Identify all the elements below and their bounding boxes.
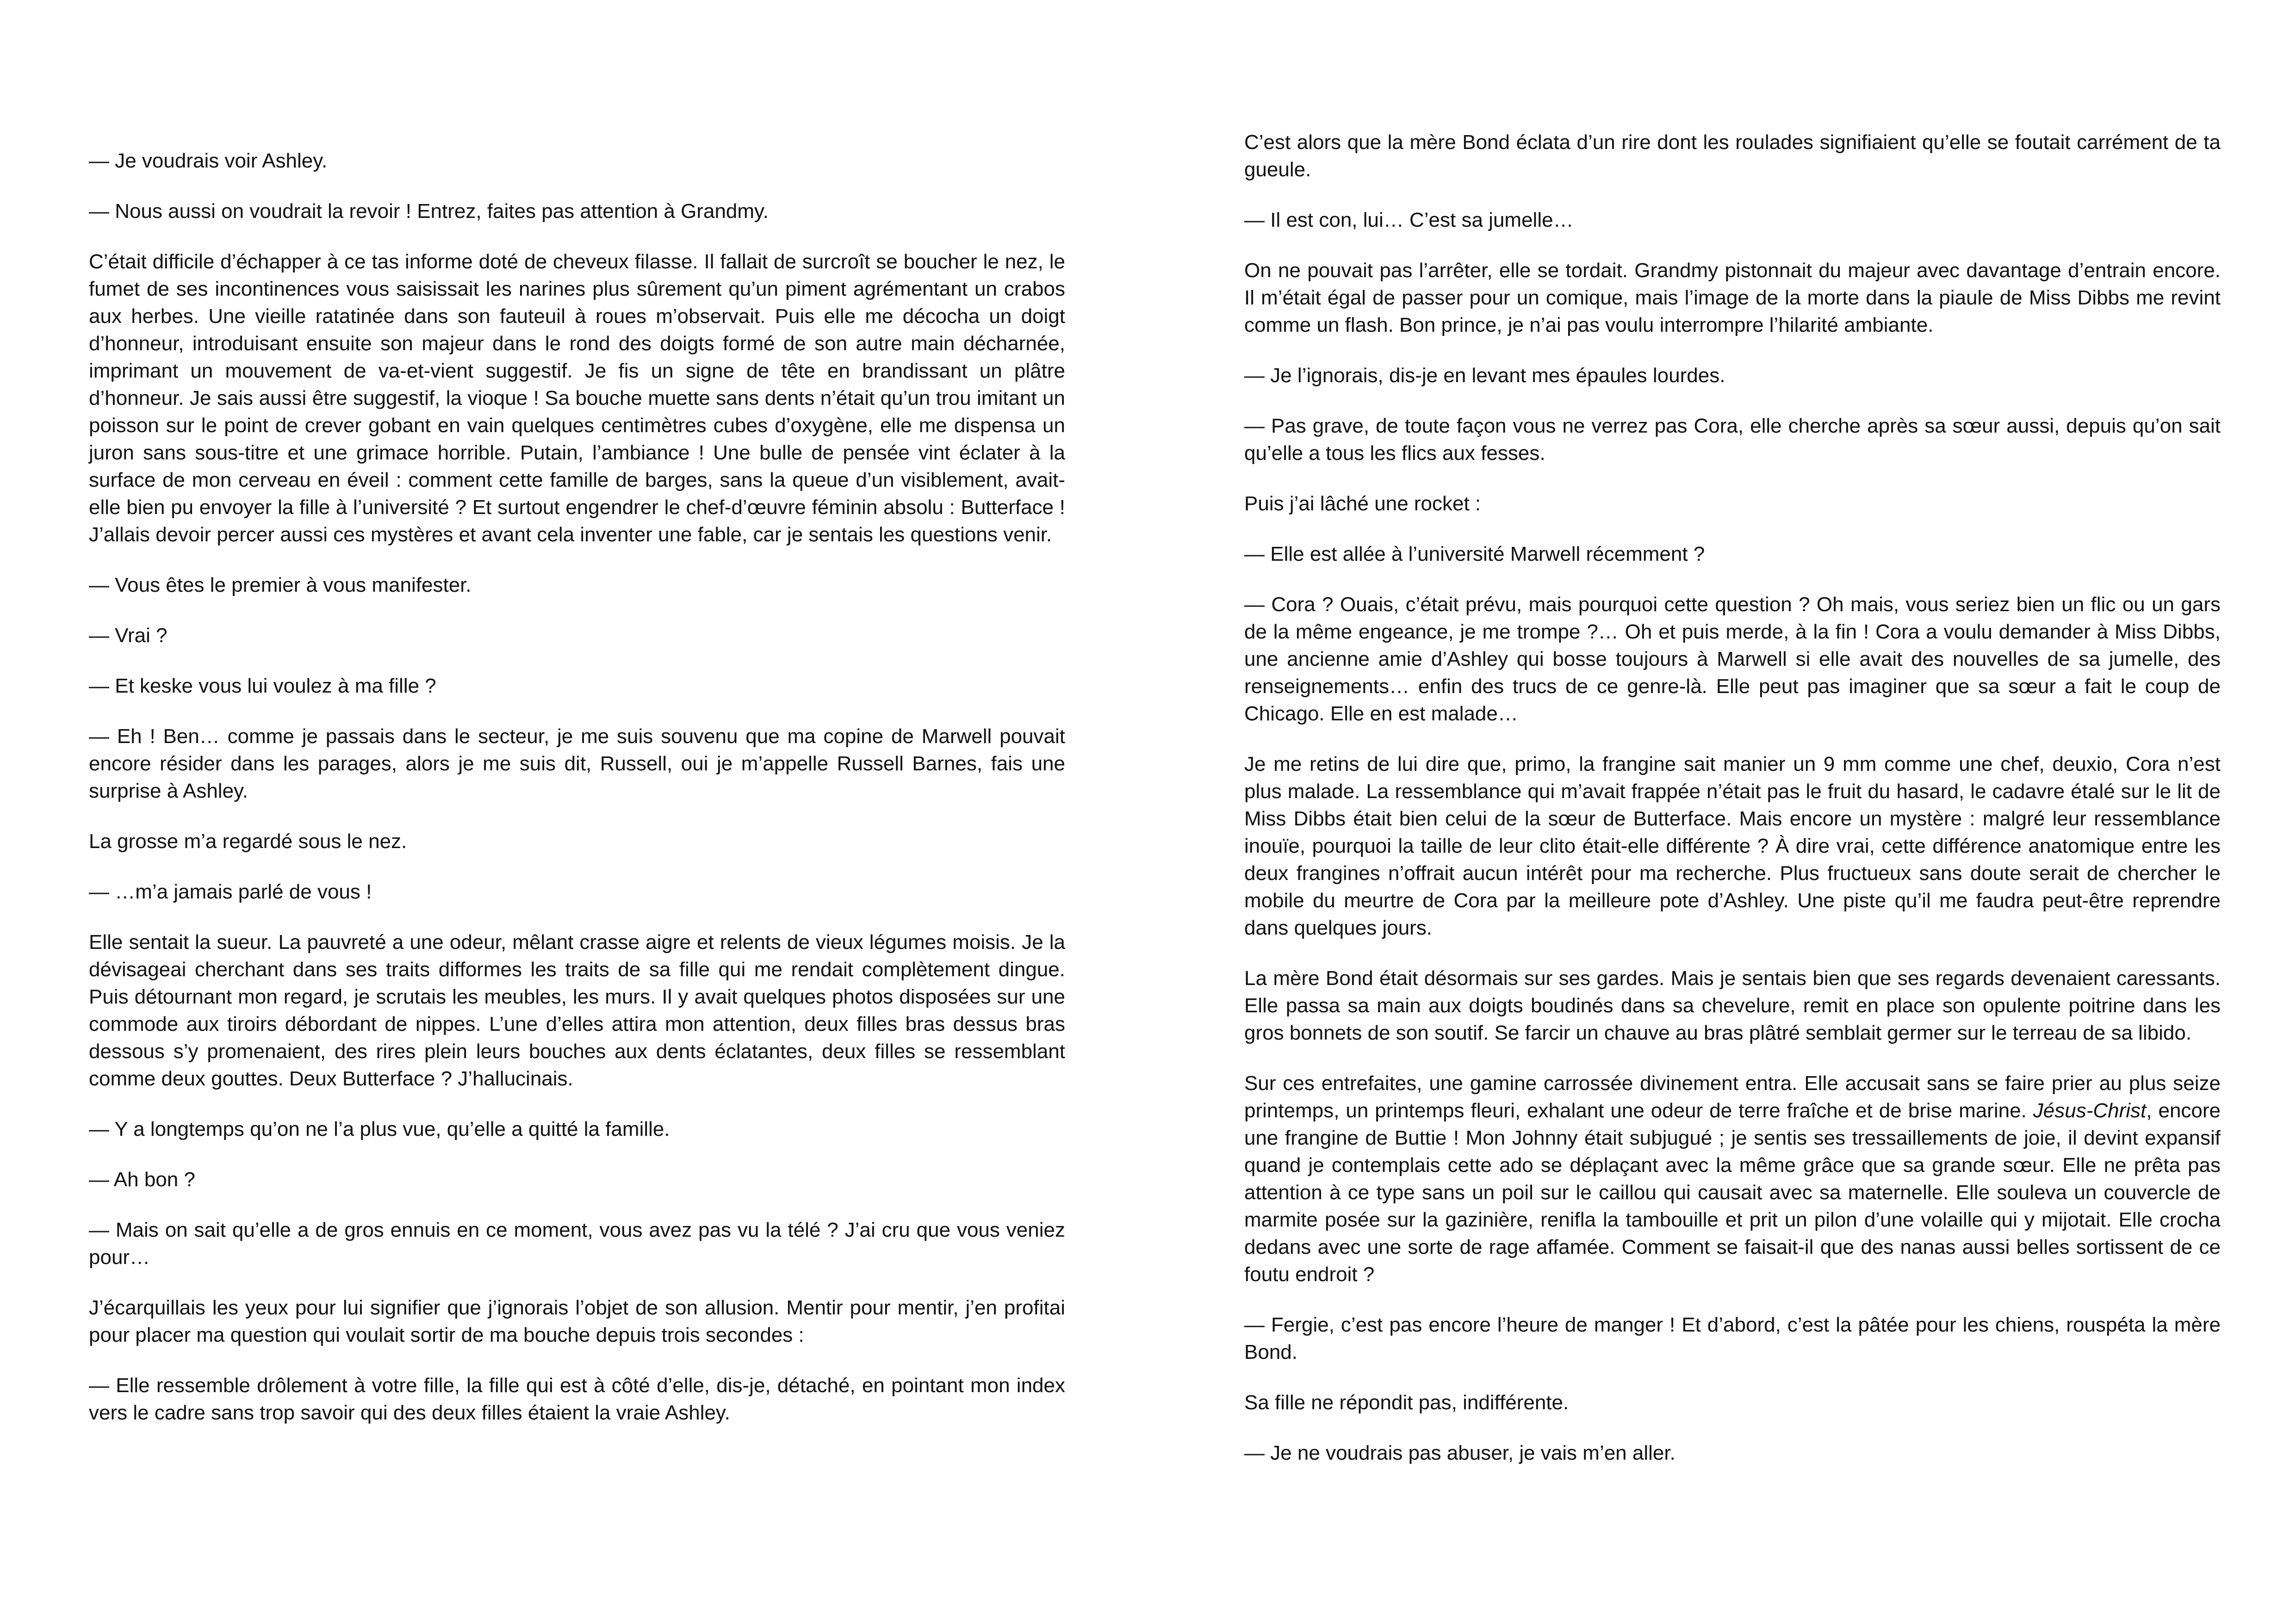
paragraph: — Mais on sait qu’elle a de gros ennuis en ce moment, vous avez pas vu la télé ? J’ai cru que vous veniez pour… — [89, 1219, 1065, 1269]
right-page — [1148, 0, 2296, 1623]
paragraph: — Je voudrais voir Ashley. — [89, 149, 328, 172]
paragraph: Puis j’ai lâché une rocket : — [1244, 492, 1481, 515]
paragraph: Sa fille ne répondit pas, indifférente. — [1244, 1391, 1569, 1414]
paragraph-text: , encore une frangine de Buttie ! Mon Johnny était subjugué ; je sentis ses tressaillements de joie, il devint expansif quand je contemplais cette ado se déplaçant avec la même grâce que sa grande sœur. Elle ne prêta pas attention à ce type sans un poil sur le caillou qui causait avec sa maternelle. Elle souleva un couvercle de marmite posée sur la gazinière, renifla la tambouille et prit un pilon d’une volaille qui y mijotait. Elle crocha dedans avec une sorte de rage affamée. Comment se faisait-il que des nanas aussi belles sortissent de ce foutu endroit ? — [1244, 1099, 2221, 1286]
paragraph: La grosse m’a regardé sous le nez. — [89, 830, 407, 853]
paragraph: — Ah bon ? — [89, 1168, 195, 1191]
paragraph: — Elle est allée à l’université Marwell récemment ? — [1244, 543, 1705, 565]
paragraph: J’écarquillais les yeux pour lui signifier que j’ignorais l’objet de son allusion. Mentir pour mentir, j’en profitai pour placer ma question qui voulait sortir de ma bouche depuis trois secondes : — [89, 1296, 1065, 1346]
paragraph: C’est alors que la mère Bond éclata d’un rire dont les roulades signifiaient qu’elle se foutait carrément de ta gueule. — [1244, 131, 2221, 181]
paragraph: On ne pouvait pas l’arrêter, elle se tordait. Grandmy pistonnait du majeur avec davantage d’entrain encore. Il m’était égal de passer pour un comique, mais l’image de la morte dans la piaule de Miss Dibbs me revint comme un flash. Bon prince, je n’ai pas voulu interrompre l’hilarité ambiante. — [1244, 259, 2221, 336]
paragraph: — Cora ? Ouais, c’était prévu, mais pourquoi cette question ? Oh mais, vous seriez bien un flic ou un gars de la même engeance, je me trompe ?… Oh et puis merde, à la fin ! Cora a voulu demander à Miss Dibbs, une ancienne amie d’Ashley qui bosse toujours à Marwell si elle avait des nouvelles de sa jumelle, des renseignements… enfin des trucs de ce genre-là. Elle peut pas imaginer que sa sœur a fait le coup de Chicago. Elle en est malade… — [1244, 593, 2221, 725]
paragraph: — Il est con, lui… C’est sa jumelle… — [1244, 209, 1574, 231]
paragraph: — Eh ! Ben… comme je passais dans le secteur, je me suis souvenu que ma copine de Marwell pouvait encore résider dans les parages, alors je me suis dit, Russell, oui je m’appelle Russell Barnes, fais une surprise à Ashley. — [89, 725, 1065, 802]
paragraph-text: Sur ces entrefaites, une gamine carrossée divinement entra. Elle accusait sans se faire prier au plus seize printemps, un printemps fleuri, exhalant une odeur de terre fraîche et de brise marine. — [1244, 1072, 2221, 1122]
paragraph: — Pas grave, de toute façon vous ne verrez pas Cora, elle cherche après sa sœur aussi, depuis qu’on sait qu’elle a tous les flics aux fesses. — [1244, 415, 2221, 465]
paragraph: — Elle ressemble drôlement à votre fille, la fille qui est à côté d’elle, dis-je, détaché, en pointant mon index vers le cadre sans trop savoir qui des deux filles étaient la vraie Ashley. — [89, 1374, 1065, 1424]
paragraph: Je me retins de lui dire que, primo, la frangine sait manier un 9 mm comme une chef, deuxio, Cora n’est plus malade. La ressemblance qui m’avait frappée n’était pas le fruit du hasard, le cadavre étalé sur le lit de Miss Dibbs était bien celui de la sœur de Butterface. Mais encore un mystère : malgré leur ressemblance inouïe, pourquoi la taille de leur clito était-elle différente ? À dire vrai, cette différence anatomique entre les deux frangines n’offrait aucun intérêt pour ma recherche. Plus fructueux sans doute serait de chercher le mobile du meurtre de Cora par la meilleure pote d’Ashley. Une piste qu’il me faudra peut-être reprendre dans quelques jours. — [1244, 753, 2221, 939]
paragraph: — Et keske vous lui voulez à ma fille ? — [89, 675, 436, 697]
paragraph: — Je ne voudrais pas abuser, je vais m’en aller. — [1244, 1442, 1675, 1464]
paragraph: — Je l’ignorais, dis-je en levant mes épaules lourdes. — [1244, 364, 1725, 387]
right-page-text — [1244, 129, 2221, 1467]
paragraph: — Nous aussi on voudrait la revoir ! Entrez, faites pas attention à Grandmy. — [89, 200, 769, 223]
italic-exclamation: Jésus-Christ — [2033, 1099, 2147, 1122]
left-page-text — [89, 147, 1065, 1426]
paragraph: — …m’a jamais parlé de vous ! — [89, 880, 372, 903]
paragraph — [1244, 1070, 2221, 1288]
paragraph: — Y a longtemps qu’on ne l’a plus vue, qu’elle a quitté la famille. — [89, 1118, 670, 1140]
paragraph: — Vous êtes le premier à vous manifester. — [89, 574, 472, 596]
paragraph: — Vrai ? — [89, 624, 168, 647]
paragraph: — Fergie, c’est pas encore l’heure de manger ! Et d’abord, c’est la pâtée pour les chiens, rouspéta la mère Bond. — [1244, 1313, 2221, 1363]
paragraph: La mère Bond était désormais sur ses gardes. Mais je sentais bien que ses regards devenaient caressants. Elle passa sa main aux doigts boudinés dans sa chevelure, remit en place son opulente poitrine dans les gros bonnets de son soutif. Se farcir un chauve au bras plâtré semblait germer sur le terreau de sa libido. — [1244, 967, 2221, 1044]
paragraph: C’était difficile d’échapper à ce tas informe doté de cheveux filasse. Il fallait de surcroît se boucher le nez, le fumet de ses incontinences vous saisissait les narines plus sûrement qu’un piment agrémentant un crabos aux herbes. Une vieille ratatinée dans son fauteuil à roues m’observait. Puis elle me décocha un doigt d’honneur, introduisant ensuite son majeur dans le rond des doigts formé de son autre main décharnée, imprimant un mouvement de va-et-vient suggestif. Je fis un signe de tête en brandissant un plâtre d’honneur. Je sais aussi être suggestif, la vioque ! Sa bouche muette sans dents n’était qu’un trou imitant un poisson sur le point de crever gobant en vain quelques centimètres cubes d’oxygène, elle me dispensa un juron sans sous-titre et une grimace horrible. Putain, l’ambiance ! Une bulle de pensée vint éclater à la surface de mon cerveau en éveil : comment cette famille de barges, sans la queue d’un visiblement, avait-elle bien pu envoyer la fille à l’université ? Et surtout engendrer le chef-d’œuvre féminin absolu : Butterface ! J’allais devoir percer aussi ces mystères et avant cela inventer une fable, car je sentais les questions venir. — [89, 250, 1065, 546]
paragraph: Elle sentait la sueur. La pauvreté a une odeur, mêlant crasse aigre et relents de vieux légumes moisis. Je la dévisageai cherchant dans ses traits difformes les traits de sa fille qui me rendait complètement dingue. Puis détournant mon regard, je scrutais les meubles, les murs. Il y avait quelques photos disposées sur une commode aux tiroirs débordant de nippes. L’une d’elles attira mon attention, deux filles bras dessus bras dessous s’y promenaient, des rires plein leurs bouches aux dents éclatantes, deux filles se ressemblant comme deux gouttes. Deux Butterface ? J’hallucinais. — [89, 931, 1065, 1090]
